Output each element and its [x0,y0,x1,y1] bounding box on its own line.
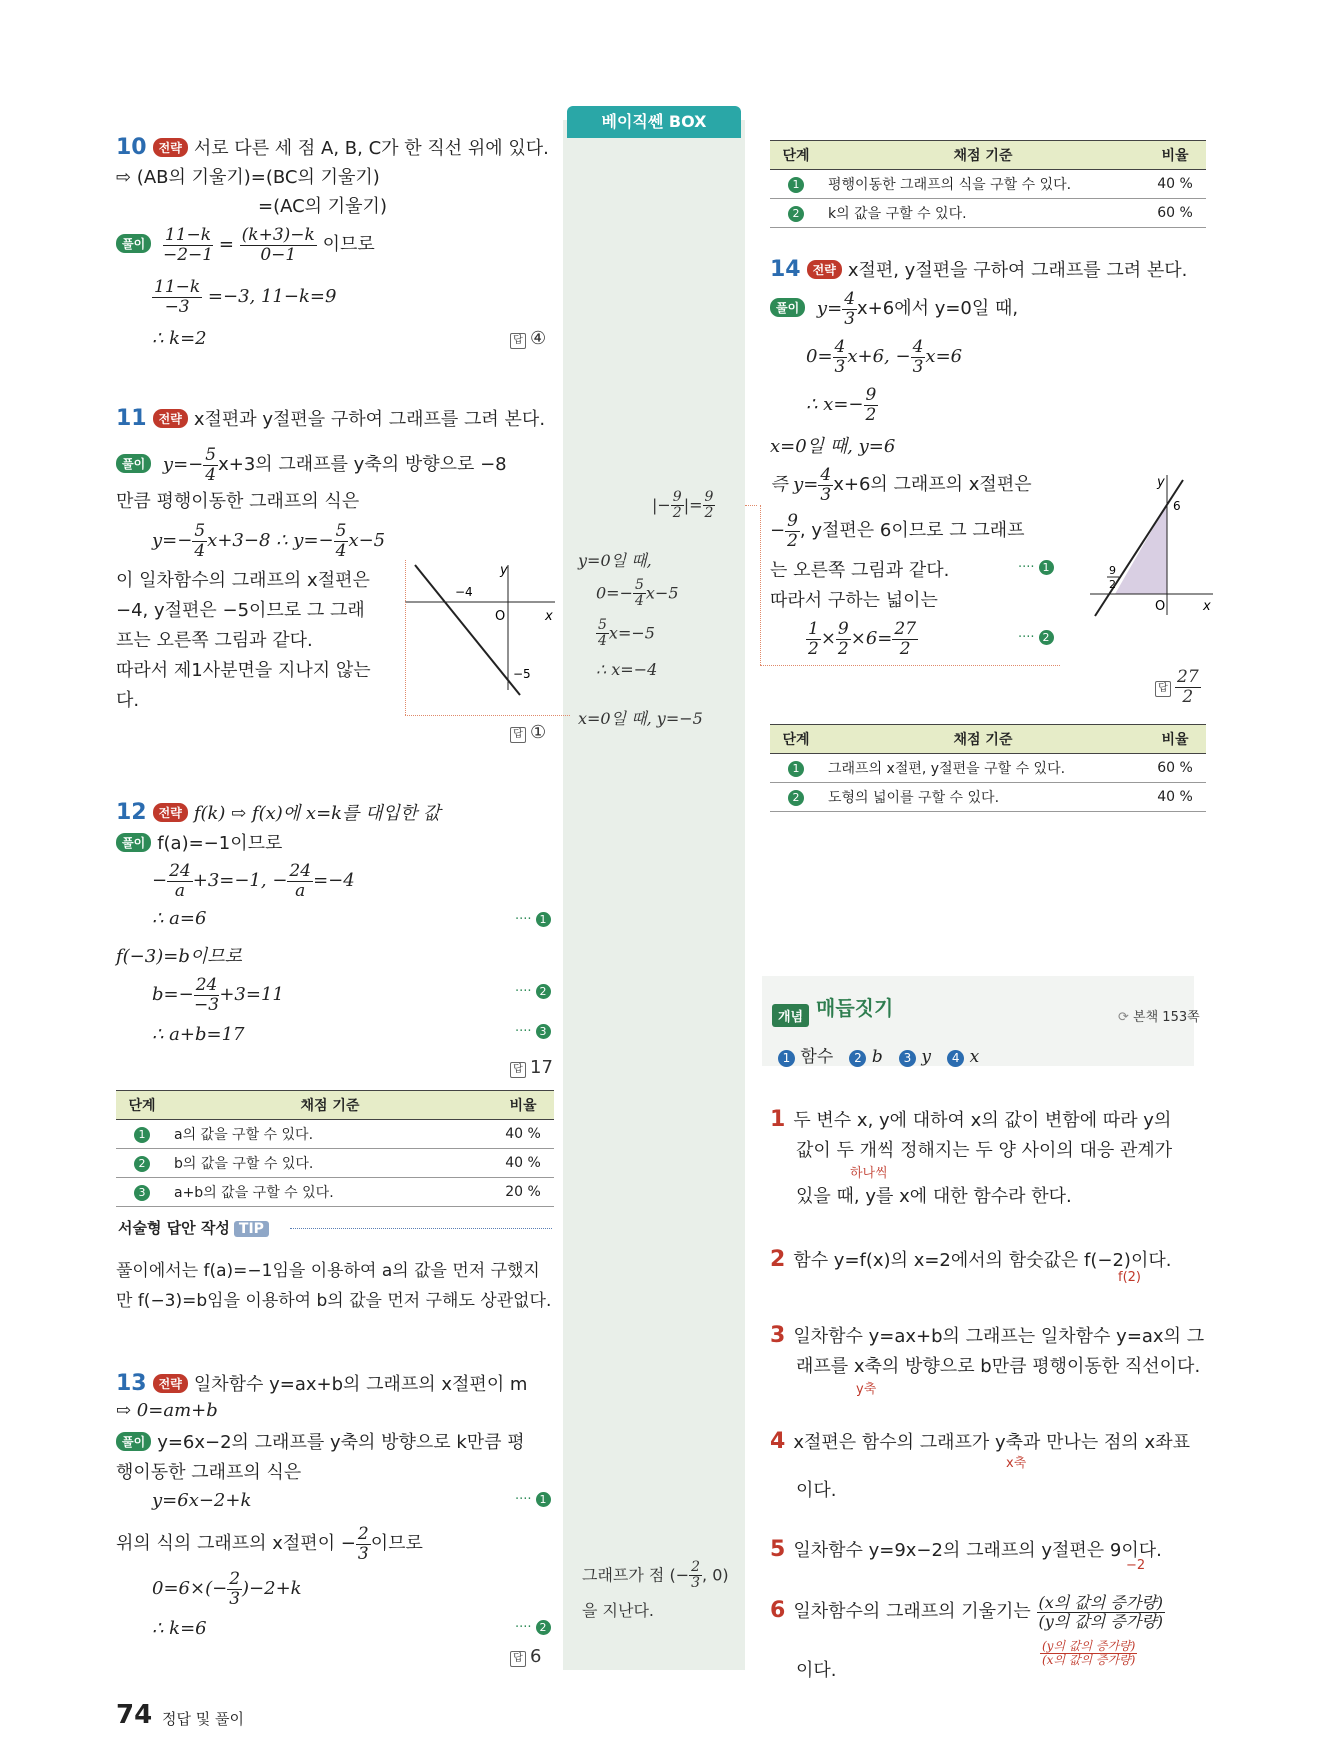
tip-line1: 풀이에서는 f(a)=−1임을 이용하여 a의 값을 먼저 구했지 [116,1261,540,1281]
q11-line2: 만큼 평행이동한 그래프의 식은 [116,491,360,512]
q10-line5: ∴ k=2 [152,328,207,349]
q14-number: 14 [770,257,801,282]
review-number: 4 [770,1429,786,1454]
step-3-marker: ···· 3 [515,1024,551,1039]
q11-line4: 이 일차함수의 그래프의 x절편은 [116,570,370,591]
step-number: 1 [536,912,551,927]
solution-badge: 풀이 [116,1432,151,1451]
q13-answer [510,1646,541,1667]
connector-line [745,505,757,506]
y-axis-label: y [500,563,508,578]
step-dot: 1 [134,1127,150,1143]
col-criteria: 채점 기준 [822,725,1144,754]
review-4 [770,1428,1190,1454]
frac-den: (y의 값의 증가량) [1038,1611,1163,1631]
frac-num: 5 [635,577,644,593]
answer-number: 3 [899,1050,916,1067]
answer-value: ① [530,722,547,743]
table-row [770,754,1206,783]
frac-den: 3 [691,1575,701,1592]
q14-line8: 따라서 구하는 넓이는 [770,590,938,611]
answer-icon: 답 [510,333,526,349]
origin-label: O [495,609,506,624]
q13-line1: ⇨ 0=am+b [116,1400,218,1421]
q11-strategy: x절편과 y절편을 구하여 그래프를 그려 본다. [193,409,546,430]
answer-number: 4 [947,1050,964,1067]
q14-text: 0= [806,346,833,368]
frac-num: 11−k [154,277,201,297]
frac-den: 2 [672,505,682,522]
frac-num: 2 [691,1559,701,1575]
ratio-cell: 60 % [1144,754,1206,783]
concept-answers [778,1042,979,1067]
concept-title: 매듭짓기 [816,996,894,1020]
q11-line8: 다. [116,690,140,711]
q10-line4 [152,278,336,316]
col-step: 단계 [770,725,822,754]
x-intercept-label: −4 [455,585,473,599]
col-criteria: 채점 기준 [822,141,1144,170]
review-6-correction [1040,1640,1137,1667]
step-number: 2 [536,984,551,999]
q13-text: 이므로 [370,1533,423,1555]
review-number: 5 [770,1537,786,1562]
frac-num: 9 [672,489,682,505]
side-text: |= [683,495,703,515]
q13-strategy: 일차함수 y=ax+b의 그래프의 x절편이 m [193,1374,528,1395]
side-note-1: y=0일 때, [578,551,652,570]
frac-num: 5 [194,521,206,541]
q14-text: ×6= [850,628,893,650]
q12-text: b=− [152,984,194,1006]
step-number: 2 [1039,630,1054,645]
side-note-abs [652,490,715,522]
criteria-cell: a+b의 값을 구할 수 있다. [168,1178,492,1207]
side-text: |− [652,495,671,515]
q13-header [116,1370,527,1396]
frac-num: 5 [335,521,347,541]
review-3-correction: y축 [856,1382,877,1397]
frac-den: 2 [1182,686,1194,707]
frac-den: 0−1 [260,244,297,265]
q11-line3 [152,522,385,560]
concept-ref: ⟳ 본책 153쪽 [1118,1010,1200,1025]
step-dot: 2 [788,206,804,222]
step-dot: 3 [134,1185,150,1201]
q11-line1 [116,446,507,484]
q14-line6 [770,512,1025,550]
q12-strategy: f(k) ⇨ f(x)에 x=k를 대입한 값 [193,803,441,824]
q14-answer [1155,668,1201,706]
step-2-marker: ···· 2 [515,1620,551,1635]
side-note-4: ∴ x=−4 [596,660,658,679]
q14-line9 [806,620,918,658]
q11-text: x−5 [348,530,386,552]
frac-den: −2−1 [162,244,214,265]
frac-num: 1 [808,619,819,639]
q13-line4: y=6x−2+k [152,1490,252,1511]
q12-line5 [152,976,284,1014]
review-6-line2: 이다. [796,1660,837,1681]
review-5 [770,1536,1162,1562]
tip-line2: 만 f(−3)=b임을 이용하여 b의 값을 먼저 구해도 상관없다. [116,1291,552,1311]
review-3 [770,1322,1204,1348]
review-2 [770,1246,1171,1272]
q11-text: x+3의 그래프를 y축의 방향으로 −8 [218,454,507,476]
q12-score-table [116,1090,554,1207]
frac-num: 24 [289,861,312,881]
q13-line3: 행이동한 그래프의 식은 [116,1462,302,1483]
q11-text: y=− [162,454,204,476]
col-ratio: 비율 [492,1091,554,1120]
step-1-marker: ···· 1 [1018,560,1054,575]
frac-den: 2 [837,638,849,659]
q14-text: x+6에서 y=0일 때, [857,298,1019,320]
review-text: 일차함수 y=9x−2의 그래프의 y절편은 9이다. [793,1540,1162,1561]
tip-title [118,1217,269,1238]
q14-line3 [806,386,878,424]
strategy-badge: 전략 [807,260,842,279]
step-number: 2 [536,1620,551,1635]
frac-num: 11−k [164,225,212,245]
step-1-marker: ···· 1 [515,912,551,927]
answer-icon: 답 [510,1062,526,1078]
side-note-3 [596,618,655,650]
frac-den: 2 [704,505,714,522]
review-text: 두 변수 x, y에 대하여 x의 값이 변함에 따라 y의 [793,1110,1172,1131]
answer-value: 6 [530,1646,542,1667]
ratio-cell: 40 % [1144,783,1206,812]
q14-text: y= [816,298,843,320]
criteria-cell: k의 값을 구할 수 있다. [822,199,1144,228]
origin-label: O [1155,599,1166,614]
q14-strategy: x절편, y절편을 구하여 그래프를 그려 본다. [847,260,1188,281]
q13-number: 13 [116,1371,147,1396]
side-note-pass: 을 지난다. [582,1601,654,1620]
frac-num: 4 [834,337,846,357]
y-intercept-label: 6 [1173,499,1181,513]
review-number: 1 [770,1107,786,1132]
page-title: 정답 및 풀이 [162,1710,244,1728]
q13-line6 [152,1570,302,1608]
col-step: 단계 [116,1091,168,1120]
frac-num: 5 [205,445,217,465]
side-note-2 [596,578,679,610]
col-ratio: 비율 [1144,141,1206,170]
frac-den: −3 [193,994,220,1015]
ratio-cell: 40 % [492,1149,554,1178]
frac-num: 5 [598,617,607,633]
review-number: 6 [770,1598,786,1624]
answer-value: 17 [530,1057,553,1078]
side-text: 0=− [596,583,633,603]
q14-text: ∴ x=− [806,394,864,416]
frac-den: 2 [787,530,798,551]
review-2-correction: f(2) [1118,1270,1141,1285]
x-axis-label: x [545,609,553,624]
q14-text: − [770,520,786,542]
table-row [116,1120,554,1149]
step-number: 1 [1039,560,1054,575]
frac-den: a [295,880,306,901]
q11-text: x+3−8 ∴ y=− [207,530,334,552]
review-1-line3: 있을 때, y를 x에 대한 함수라 한다. [796,1186,1072,1207]
q14-line2 [806,338,962,376]
frac-den: 3 [229,1588,241,1609]
q12-answer [510,1057,553,1078]
tip-title-text: 서술형 답안 작성 [118,1219,230,1237]
frac-den: 3 [834,356,846,377]
review-4-correction: x축 [1006,1456,1027,1471]
q10-header [116,134,549,160]
q14-header [770,256,1187,282]
answer-icon: 답 [510,727,526,743]
review-number: 3 [770,1323,786,1348]
answer-value: ④ [530,328,547,349]
q11-line5: −4, y절편은 −5이므로 그 그래 [116,600,365,621]
ratio-cell: 60 % [1144,199,1206,228]
frac-den: 4 [635,593,644,610]
q13-line7: ∴ k=6 [152,1618,207,1639]
q14-line5 [770,466,1032,504]
q14-score-table [770,724,1206,812]
frac-den: 4 [598,633,607,650]
criteria-cell: b의 값을 구할 수 있다. [168,1149,492,1178]
frac-den: 4 [194,540,206,561]
step-dot: 2 [134,1156,150,1172]
frac-den: 2 [865,404,877,425]
answer-number: 1 [778,1050,795,1067]
review-1 [770,1106,1171,1132]
q12-line4: f(−3)=b이므로 [116,946,243,967]
frac-den: 3 [357,1543,369,1564]
frac-num: 27 [894,619,917,639]
x-axis-label: x [1203,599,1211,614]
q11-number: 11 [116,406,147,431]
table-row [770,170,1206,199]
step-1-marker: ···· 1 [515,1492,551,1507]
q14-text: × [820,628,836,650]
frac-num: 4 [844,289,856,309]
strategy-badge: 전략 [153,138,188,157]
criteria-cell: 평행이동한 그래프의 식을 구할 수 있다. [822,170,1144,199]
solution-badge: 풀이 [116,833,151,852]
solution-badge: 풀이 [116,234,151,253]
q13-text: 위의 식의 그래프의 x절편이 − [116,1533,356,1555]
q12-text: f(a)=−1이므로 [157,833,283,854]
basic-box-title: 베이직쎈 BOX [567,106,741,138]
step-dot: 1 [788,177,804,193]
step-number: 1 [536,1492,551,1507]
col-criteria: 채점 기준 [168,1091,492,1120]
q10-strategy: 서로 다른 세 점 A, B, C가 한 직선 위에 있다. [193,138,549,159]
q12-line1 [116,829,282,855]
q14-graph [1085,470,1215,620]
frac-den: −3 [164,296,190,317]
col-step: 단계 [770,141,822,170]
frac-num: (x의 값의 증가량) [1038,1593,1163,1612]
x-intercept-den: 2 [1109,578,1116,591]
criteria-cell: 도형의 넓이를 구할 수 있다. [822,783,1144,812]
q12-line3: ∴ a=6 [152,908,207,929]
q12-line6: ∴ a+b=17 [152,1024,245,1045]
q12-text: +3=−1, − [192,870,288,892]
table-row [770,783,1206,812]
side-note-5: x=0일 때, y=−5 [578,709,703,728]
q13-line2 [116,1428,525,1454]
x-intercept-num: 9 [1109,564,1116,577]
connector-line [405,715,570,716]
q11-text: y=− [152,530,193,552]
frac-den: a [174,880,185,901]
frac-num: 9 [787,511,798,531]
answer-number: 2 [849,1050,866,1067]
connector-line [405,560,406,715]
y-axis-label: y [1157,475,1165,490]
q14-text: 즉 y= [770,474,819,496]
frac-num: 24 [195,975,218,995]
frac-num: 2 [357,1524,369,1544]
review-text: 일차함수의 그래프의 기울기는 [793,1601,1031,1623]
ratio-cell: 40 % [1144,170,1206,199]
q11-line7: 따라서 제1사분면을 지나지 않는 [116,660,371,681]
q14-text: , y절편은 6이므로 그 그래프 [799,520,1025,542]
concept-answer: 함수 [800,1047,834,1067]
q13-score-table [770,140,1206,228]
ratio-cell: 40 % [492,1120,554,1149]
q14-line1 [770,290,1018,328]
q10-line3: 풀이 $\frac{11-k}{-2-1}$ = $\frac{(k+3)-k}{0-1}$ 이므로 [116,226,375,264]
y-intercept-label: −5 [513,667,531,681]
review-1-line2: 값이 두 개씩 정해지는 두 양 사이의 대응 관계가 [796,1140,1173,1161]
q10-text: 이므로 [322,234,375,256]
frac-den: 4 [335,540,347,561]
frac-num: 9 [704,489,714,505]
frac-num: 4 [820,465,832,485]
review-4-line2: 이다. [796,1480,837,1501]
q11-answer [510,722,546,743]
frac-den: 3 [912,356,924,377]
q11-header [116,405,545,431]
frac-den: 2 [808,638,819,659]
frac-den: 4 [205,464,217,485]
q10-answer [510,328,546,349]
frac-den: 2 [899,638,911,659]
col-ratio: 비율 [1144,725,1206,754]
table-row [116,1178,554,1207]
frac-num: 24 [169,861,191,881]
review-5-correction: −2 [1126,1558,1146,1573]
table-row [116,1149,554,1178]
q13-text: y=6x−2의 그래프를 y축의 방향으로 k만큼 평 [157,1432,525,1453]
review-text: 일차함수 y=ax+b의 그래프는 일차함수 y=ax의 그 [793,1326,1205,1347]
frac-num: (y의 값의 증가량) [1042,1639,1136,1653]
q10-line2: =(AC의 기울기) [258,196,387,217]
q10-line1: ⇨ (AB의 기울기)=(BC의 기울기) [116,167,380,188]
q14-text: x+6, − [847,346,911,368]
criteria-cell: a의 값을 구할 수 있다. [168,1120,492,1149]
frac-num: (k+3)−k [241,225,315,245]
q12-number: 12 [116,800,147,825]
review-text: x절편은 함수의 그래프가 y축과 만나는 점의 x좌표 [793,1432,1190,1453]
concept-answer: x [969,1047,980,1067]
q12-line2 [152,862,355,900]
answer-icon: 답 [510,1651,526,1667]
q13-text: )−2+k [242,1578,302,1600]
tip-divider [290,1228,552,1229]
concept-tag: 개념 [772,1004,809,1027]
frac-num: 9 [865,385,877,405]
frac-num: 9 [837,619,849,639]
frac-den: (x의 값의 증가량) [1042,1653,1136,1668]
frac-den: 3 [820,484,832,505]
concept-ref-text: 본책 153쪽 [1133,1010,1200,1025]
basic-box-strip [563,120,745,1670]
side-text: x=−5 [608,623,655,643]
q10-text: =−3, 11−k=9 [207,286,337,308]
q14-text: x+6의 그래프의 x절편은 [833,474,1032,496]
connector-line [760,665,1060,666]
frac-den: 3 [844,308,856,329]
q13-text: 0=6×(− [152,1578,228,1600]
answer-icon: 답 [1155,681,1171,697]
frac-num: 2 [229,1569,241,1589]
q10-number: 10 [116,135,147,160]
review-3-line2: 래프를 x축의 방향으로 b만큼 평행이동한 직선이다. [796,1356,1201,1377]
review-number: 2 [770,1247,786,1272]
concept-answer: y [921,1047,932,1067]
step-dot: 2 [788,790,804,806]
q12-text: =−4 [313,870,355,892]
q14-text: x=6 [925,346,963,368]
q12-text: − [152,870,168,892]
strategy-badge: 전략 [153,803,188,822]
q14-line7: 는 오른쪽 그림과 같다. [770,560,950,581]
criteria-cell: 그래프의 x절편, y절편을 구할 수 있다. [822,754,1144,783]
strategy-badge: 전략 [153,409,188,428]
concept-answer: b [871,1047,883,1067]
side-text: x−5 [645,583,679,603]
frac-num: 4 [912,337,924,357]
review-6 [770,1594,1165,1630]
q12-text: +3=11 [219,984,284,1006]
strategy-badge: 전략 [153,1374,188,1393]
q11-line6: 프는 오른쪽 그림과 같다. [116,630,313,651]
side-note-point [582,1560,729,1592]
review-text: 함수 y=f(x)의 x=2에서의 함숫값은 f(−2)이다. [793,1250,1172,1271]
side-text: 그래프가 점 (− [582,1565,690,1585]
q13-line5 [116,1525,423,1563]
side-text: , 0) [702,1565,729,1585]
review-1-correction: 하나씩 [850,1166,888,1181]
connector-line [760,505,761,665]
step-dot: 1 [788,761,804,777]
q14-line4: x=0일 때, y=6 [770,436,896,457]
frac-num: 27 [1177,667,1199,687]
step-2-marker: ···· 2 [1018,630,1054,645]
q11-graph [405,560,560,700]
ratio-cell: 20 % [492,1178,554,1207]
q12-header [116,799,440,825]
table-row [770,199,1206,228]
solution-badge: 풀이 [770,298,805,317]
tip-tag: TIP [234,1221,269,1237]
solution-badge: 풀이 [116,454,151,473]
step-2-marker: ···· 2 [515,984,551,999]
step-number: 3 [536,1024,551,1039]
page-number: 74 [116,1700,153,1730]
